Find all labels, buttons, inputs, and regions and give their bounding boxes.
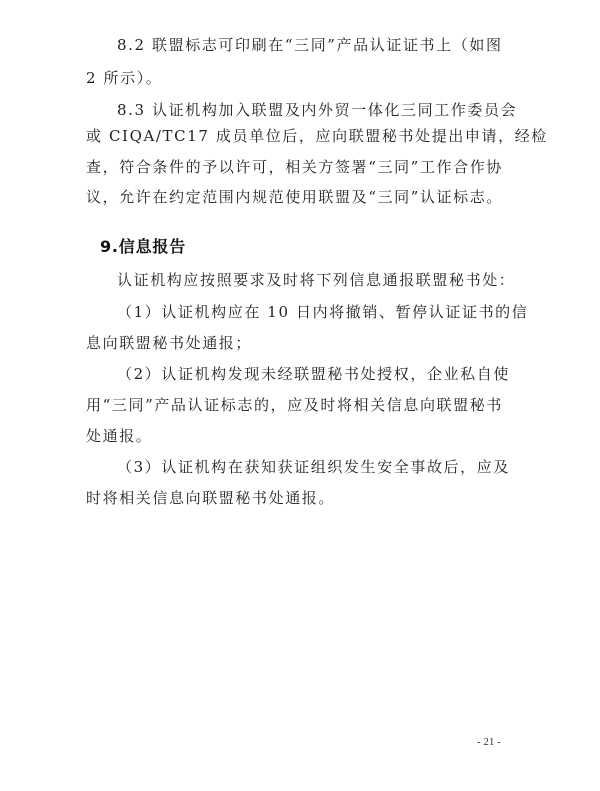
item-2-line-2: 用“三同”产品认证标志的，应及时将相关信息向联盟秘书	[86, 396, 503, 414]
item-1-line-2: 息向联盟秘书处通报；	[86, 334, 253, 352]
item-3-line-2: 时将相关信息向联盟秘书处通报。	[86, 489, 336, 507]
section-9-intro: 认证机构应按照要求及时将下列信息通报联盟秘书处：	[117, 271, 516, 289]
paragraph-8-3-line-4: 议，允许在约定范围内规范使用联盟及“三同”认证标志。	[86, 188, 503, 206]
paragraph-8-2-line-1: 8.2 联盟标志可印刷在“三同”产品认证证书上（如图	[117, 36, 503, 54]
paragraph-8-2-line-2: 2 所示）。	[86, 69, 163, 87]
page-number: - 21 -	[477, 736, 501, 748]
paragraph-8-3-line-1: 8.3 认证机构加入联盟及内外贸一体化三同工作委员会	[117, 101, 518, 119]
item-2-line-1: （2）认证机构发现未经联盟秘书处授权，企业私自使	[117, 365, 510, 383]
section-9-heading: 9.信息报告	[100, 237, 187, 256]
paragraph-8-3-line-2: 或 CIQA/TC17 成员单位后，应向联盟秘书处提出申请，经检	[86, 127, 548, 145]
item-1-line-1: （1）认证机构应在 10 日内将撤销、暂停认证证书的信	[117, 303, 529, 321]
item-2-line-3: 处通报。	[86, 427, 153, 445]
paragraph-8-3-line-3: 查，符合条件的予以许可，相关方签署“三同”工作合作协	[86, 158, 503, 176]
item-3-line-1: （3）认证机构在获知获证组织发生安全事故后，应及	[117, 458, 510, 476]
